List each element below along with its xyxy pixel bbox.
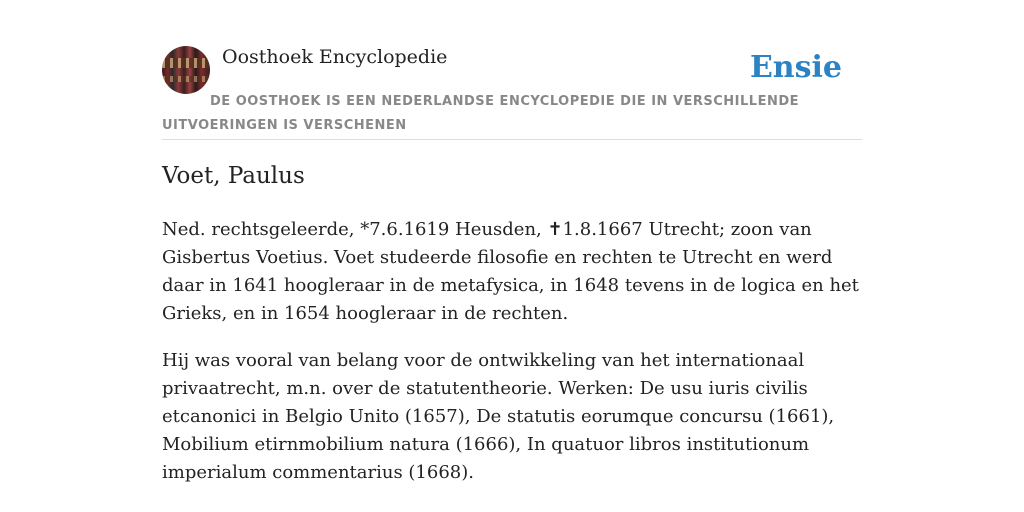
article-body [162,216,862,506]
header-divider [162,139,862,140]
brand-logo-link[interactable]: Ensie [749,50,842,85]
article-title: Voet, Paulus [162,163,305,189]
encyclopedia-logo-icon[interactable] [162,46,210,94]
article-paragraph: Ned. rechtsgeleerde, *7.6.1619 Heusden, ✝1.8.1667 Utrecht; zoon van Gisbertus Voetius. Voet studeerde filosofie en rechten te Utrecht en werd daar in 1641 hoogleraar in de metafysica, in 1648 tevens in de logica en het Grieks, en in 1654 hoogleraar in de rechten. [162,219,859,324]
site-name-link[interactable]: Oosthoek Encyclopedie [222,46,448,68]
article-paragraph: Hij was vooral van belang voor de ontwikkeling van het internationaal privaatrecht, m.n. over de statutentheorie. Werken: De usu iuris civilis etcanonici in Belgio Unito (1657), De statutis eorumque concursu (1661), Mobilium etirnmobilium natura (1666), In quatuor libros institutionum imperialum commentarius (1668). [162,350,835,483]
site-tagline: DE OOSTHOEK IS EEN NEDERLANDSE ENCYCLOPEDIE DIE IN VERSCHILLENDE UITVOERINGEN IS VERSCHENEN [162,94,800,133]
